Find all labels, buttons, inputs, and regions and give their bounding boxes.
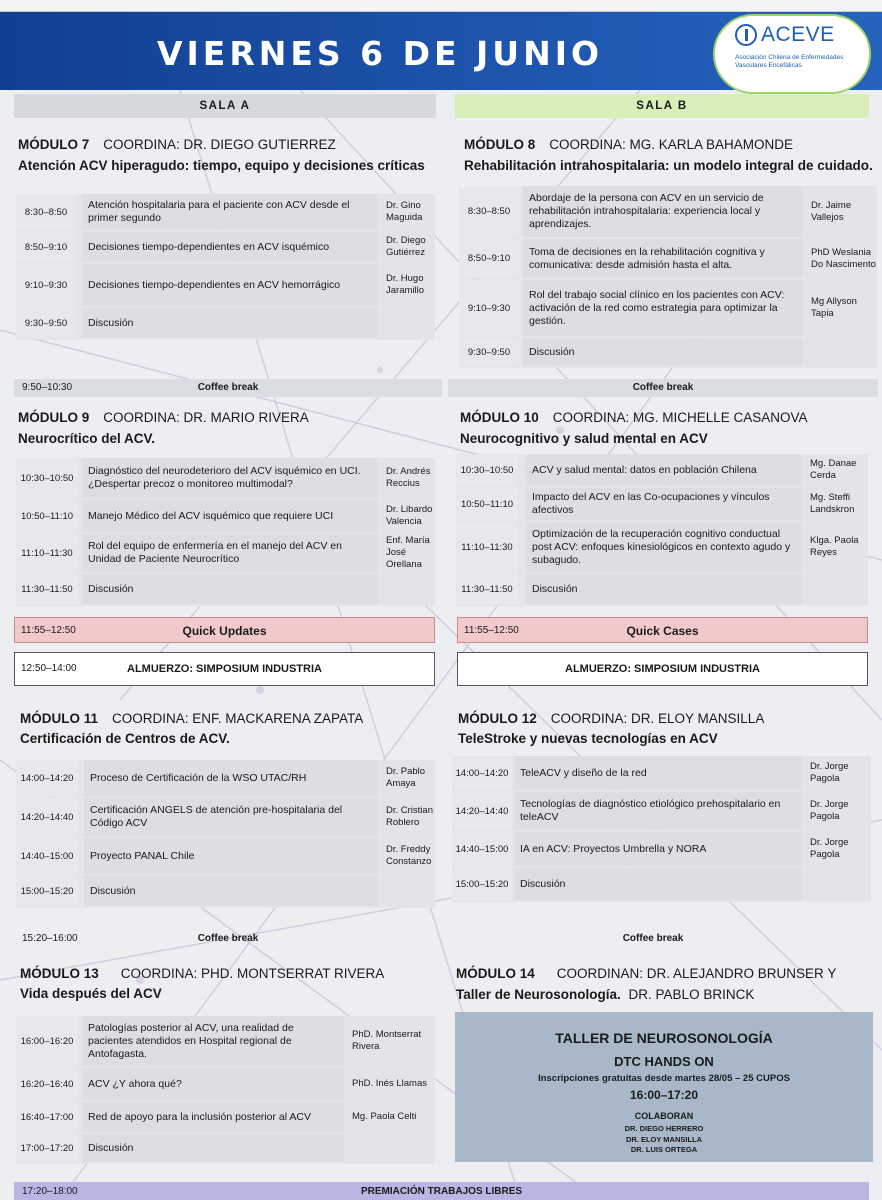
session-topic: Certificación ANGELS de atención pre-hospitalaria del Código ACV bbox=[84, 798, 378, 836]
session-time: 8:50–9:10 bbox=[16, 232, 76, 262]
module-coordinator: COORDINA: MG. KARLA BAHAMONDE bbox=[549, 137, 794, 152]
module-coordinator: COORDINA: DR. MARIO RIVERA bbox=[103, 410, 309, 425]
table-row bbox=[16, 308, 435, 340]
module-coordinator: COORDINAN: DR. ALEJANDRO BRUNSER Y bbox=[556, 966, 837, 981]
module-7-table bbox=[16, 194, 435, 340]
session-topic: Discusión bbox=[514, 868, 802, 900]
lunch-time: 12:50–14:00 bbox=[21, 663, 77, 674]
session-topic: Discusión bbox=[82, 308, 378, 338]
table-row bbox=[452, 756, 871, 792]
table-row bbox=[16, 1016, 435, 1068]
module-13-table bbox=[16, 1016, 435, 1164]
module-10-heading bbox=[460, 410, 808, 425]
session-time: 14:40–15:00 bbox=[16, 838, 78, 874]
lunch-label: ALMUERZO: SIMPOSIUM INDUSTRIA bbox=[565, 663, 760, 675]
logo-subtitle: Asociación Chilena de Enfermedades Vasculares Encefálicas bbox=[735, 54, 844, 69]
session-topic: TeleACV y diseño de la red bbox=[514, 756, 802, 790]
session-speaker bbox=[804, 574, 868, 604]
table-row bbox=[456, 574, 868, 606]
table-row bbox=[452, 792, 871, 832]
session-time: 17:00–17:20 bbox=[16, 1134, 78, 1162]
session-topic: Tecnologías de diagnóstico etiológico prehospitalario en teleACV bbox=[514, 792, 802, 830]
session-speaker bbox=[805, 338, 877, 366]
module-14-title-text: Taller de Neurosonología. bbox=[456, 987, 621, 1002]
session-time: 10:30–10:50 bbox=[456, 454, 518, 486]
module-9-table bbox=[16, 458, 435, 606]
session-topic: Patologías posterior al ACV, una realidad de pacientes atendidos en Hospital regional de Antofagasta. bbox=[82, 1016, 344, 1066]
module-number: MÓDULO 11 bbox=[20, 711, 99, 726]
session-speaker: Dr. Andrés Reccius bbox=[380, 458, 435, 498]
coffee-break-a bbox=[14, 379, 442, 397]
session-speaker bbox=[380, 876, 435, 906]
session-time: 14:20–14:40 bbox=[452, 792, 512, 830]
lunch-bar-a bbox=[14, 652, 435, 686]
table-row bbox=[456, 522, 868, 574]
session-topic: Manejo Médico del ACV isquémico que requiere UCI bbox=[82, 500, 378, 532]
table-row bbox=[456, 454, 868, 488]
module-number: MÓDULO 10 bbox=[460, 410, 539, 425]
module-10-title: Neurocognitivo y salud mental en ACV bbox=[460, 431, 708, 446]
session-speaker: Dr. Cristian Roblero bbox=[380, 798, 435, 836]
session-topic: Rol del trabajo social clínico en los pacientes con ACV: activación de la red como estrategia para optimizar la gestión. bbox=[523, 280, 803, 336]
session-time: 14:20–14:40 bbox=[16, 798, 78, 836]
table-row bbox=[16, 574, 435, 606]
sala-a-header: SALA A bbox=[14, 94, 436, 118]
session-topic: Discusión bbox=[523, 338, 803, 366]
session-time: 14:00–14:20 bbox=[452, 756, 512, 790]
session-topic: Impacto del ACV en las Co-ocupaciones y vínculos afectivos bbox=[526, 488, 802, 520]
coffee-break-b bbox=[448, 379, 878, 397]
session-topic: Toma de decisiones en la rehabilitación cognitiva y comunicativa: desde admisión hasta el alta. bbox=[523, 239, 803, 278]
session-speaker: Mg. Danae Cerda bbox=[804, 454, 868, 486]
module-14-title-extra: DR. PABLO BRINCK bbox=[628, 987, 755, 1002]
module-coordinator: COORDINA: DR. DIEGO GUTIERREZ bbox=[103, 137, 336, 152]
session-speaker: Enf. María José Orellana bbox=[380, 534, 435, 572]
session-speaker: Klga. Paola Reyes bbox=[804, 522, 868, 572]
session-speaker: Mg. Paola Celti bbox=[346, 1102, 435, 1132]
session-speaker: Dr. Hugo Jaramillo bbox=[380, 264, 435, 306]
session-topic: Proyecto PANAL Chile bbox=[84, 838, 378, 874]
collaborator: DR. ELOY MANSILLA bbox=[625, 1134, 703, 1144]
table-row bbox=[459, 280, 877, 338]
session-topic: Red de apoyo para la inclusión posterior al ACV bbox=[82, 1102, 344, 1132]
module-number: MÓDULO 7 bbox=[18, 137, 90, 152]
award-label: PREMIACIÓN TRABAJOS LIBRES bbox=[360, 1186, 523, 1197]
module-number: MÓDULO 13 bbox=[20, 966, 99, 981]
session-speaker: Dr. Pablo Amaya bbox=[380, 760, 435, 796]
module-coordinator: COORDINA: PHD. MONTSERRAT RIVERA bbox=[120, 966, 385, 981]
neurosonology-workshop-box bbox=[455, 1012, 873, 1162]
table-row bbox=[452, 832, 871, 868]
module-11-title: Certificación de Centros de ACV. bbox=[20, 731, 230, 746]
top-strip bbox=[0, 0, 882, 12]
table-row bbox=[16, 876, 435, 908]
workshop-signup: Inscripciones gratuitas desde martes 28/05 – 25 CUPOS bbox=[538, 1073, 790, 1084]
table-row bbox=[16, 534, 435, 574]
table-row bbox=[16, 232, 435, 264]
session-speaker: Dr. Jaime Vallejos bbox=[805, 186, 877, 237]
break-label: Coffee break bbox=[197, 382, 259, 393]
break-time: 15:20–16:00 bbox=[22, 933, 78, 944]
session-speaker bbox=[804, 868, 871, 900]
session-time: 9:30–9:50 bbox=[16, 308, 76, 338]
session-time: 11:10–11:30 bbox=[456, 522, 518, 572]
collaborator: DR. DIEGO HERRERO bbox=[624, 1124, 704, 1133]
module-13-heading bbox=[20, 966, 384, 981]
module-12-table bbox=[452, 756, 871, 902]
module-coordinator: COORDINA: MG. MICHELLE CASANOVA bbox=[552, 410, 808, 425]
session-time: 16:00–16:20 bbox=[16, 1016, 78, 1066]
aceve-logo bbox=[713, 14, 871, 94]
session-topic: Atención hospitalaria para el paciente con ACV desde el primer segundo bbox=[82, 194, 378, 230]
session-time: 9:10–9:30 bbox=[16, 264, 76, 306]
table-row bbox=[459, 186, 877, 239]
quick-label: Quick Updates bbox=[182, 624, 267, 638]
module-11-heading bbox=[20, 711, 363, 726]
module-8-title: Rehabilitación intrahospitalaria: un modelo integral de cuidado. bbox=[464, 158, 873, 173]
session-speaker bbox=[346, 1134, 435, 1162]
table-row bbox=[459, 338, 877, 368]
session-speaker bbox=[380, 308, 435, 338]
session-topic: Abordaje de la persona con ACV en un servicio de rehabilitación intrahospitalaria: experiencia local y aprendizajes. bbox=[523, 186, 803, 237]
module-7-heading bbox=[18, 137, 336, 152]
module-8-table bbox=[459, 186, 877, 368]
session-time: 14:00–14:20 bbox=[16, 760, 78, 796]
logo-name: ACEVE bbox=[761, 23, 835, 46]
session-speaker: Dr. Diego Gutiérrez bbox=[380, 232, 435, 262]
session-topic: Decisiones tiempo-dependientes en ACV hemorrágico bbox=[82, 264, 378, 306]
break-label: Coffee break bbox=[632, 382, 694, 393]
session-time: 11:30–11:50 bbox=[16, 574, 78, 604]
break-label: Coffee break bbox=[197, 933, 259, 944]
table-row bbox=[456, 488, 868, 522]
module-8-heading bbox=[464, 137, 793, 152]
workshop-title: TALLER DE NEUROSONOLOGÍA bbox=[555, 1030, 773, 1046]
module-14-title bbox=[456, 987, 754, 1002]
module-11-table bbox=[16, 760, 435, 908]
module-number: MÓDULO 14 bbox=[456, 966, 535, 981]
table-row bbox=[16, 1068, 435, 1102]
table-row bbox=[16, 1134, 435, 1164]
collaborator: DR. LUIS ORTEGA bbox=[630, 1145, 698, 1154]
workshop-time: 16:00–17:20 bbox=[629, 1088, 699, 1102]
header-banner bbox=[0, 12, 882, 90]
session-time: 16:40–17:00 bbox=[16, 1102, 78, 1132]
table-row bbox=[16, 1102, 435, 1134]
quick-time: 11:55–12:50 bbox=[21, 625, 76, 636]
session-time: 11:30–11:50 bbox=[456, 574, 518, 604]
module-7-title: Atención ACV hiperagudo: tiempo, equipo y decisiones críticas bbox=[18, 158, 425, 173]
table-row bbox=[16, 500, 435, 534]
module-10-table bbox=[456, 454, 868, 606]
module-12-heading bbox=[458, 711, 764, 726]
table-row bbox=[16, 264, 435, 308]
module-9-title: Neurocrítico del ACV. bbox=[18, 431, 156, 446]
session-speaker: Dr. Jorge Pagola bbox=[804, 756, 871, 790]
break-label: Coffee break bbox=[622, 933, 684, 944]
module-number: MÓDULO 9 bbox=[18, 410, 90, 425]
session-speaker: Dr. Jorge Pagola bbox=[804, 792, 871, 830]
session-topic: ACV y salud mental: datos en población Chilena bbox=[526, 454, 802, 486]
quick-cases-bar bbox=[457, 617, 868, 643]
session-time: 9:30–9:50 bbox=[459, 338, 519, 366]
session-topic: ACV ¿Y ahora qué? bbox=[82, 1068, 344, 1100]
session-speaker: PhD. Inés Llamas bbox=[346, 1068, 435, 1100]
session-time: 10:50–11:10 bbox=[456, 488, 518, 520]
module-number: MÓDULO 8 bbox=[464, 137, 536, 152]
session-time: 8:30–8:50 bbox=[16, 194, 76, 230]
session-speaker: PhD. Montserrat Rivera bbox=[346, 1016, 435, 1066]
break-time: 9:50–10:30 bbox=[22, 382, 73, 393]
session-time: 10:30–10:50 bbox=[16, 458, 78, 498]
quick-updates-bar bbox=[14, 617, 435, 643]
session-topic: Decisiones tiempo-dependientes en ACV isquémico bbox=[82, 232, 378, 262]
session-speaker: PhD Weslania Do Nascimento bbox=[805, 239, 877, 278]
session-speaker: Mg. Steffi Landskron bbox=[804, 488, 868, 520]
workshop-collab-label: COLABORAN bbox=[634, 1111, 694, 1121]
session-topic: Optimización de la recuperación cognitivo conductual post ACV: enfoques kinesiológicos en contexto agudo y subagudo. bbox=[526, 522, 802, 572]
table-row bbox=[16, 798, 435, 838]
module-13-title: Vida después del ACV bbox=[20, 986, 162, 1001]
session-topic: Diagnóstico del neurodeterioro del ACV isquémico en UCI. ¿Despertar precoz o monitoreo multimodal? bbox=[82, 458, 378, 498]
session-topic: IA en ACV: Proyectos Umbrella y NORA bbox=[514, 832, 802, 866]
award-time: 17:20–18:00 bbox=[22, 1186, 78, 1197]
coffee-break-a-2 bbox=[14, 930, 442, 948]
lunch-bar-b bbox=[457, 652, 868, 686]
session-topic: Discusión bbox=[526, 574, 802, 604]
session-time: 11:10–11:30 bbox=[16, 534, 78, 572]
session-topic: Discusión bbox=[84, 876, 378, 906]
workshop-subtitle: DTC HANDS ON bbox=[614, 1054, 714, 1069]
module-coordinator: COORDINA: ENF. MACKARENA ZAPATA bbox=[112, 711, 364, 726]
table-row bbox=[452, 868, 871, 902]
session-time: 15:00–15:20 bbox=[452, 868, 512, 900]
logo-mark-icon bbox=[735, 24, 757, 46]
session-topic: Discusión bbox=[82, 1134, 344, 1162]
table-row bbox=[16, 760, 435, 798]
module-9-heading bbox=[18, 410, 309, 425]
module-coordinator: COORDINA: DR. ELOY MANSILLA bbox=[550, 711, 765, 726]
table-row bbox=[16, 458, 435, 500]
session-speaker bbox=[380, 574, 435, 604]
module-14-heading bbox=[456, 966, 836, 981]
session-topic: Proceso de Certificación de la WSO UTAC/RH bbox=[84, 760, 378, 796]
session-time: 16:20–16:40 bbox=[16, 1068, 78, 1100]
session-time: 8:30–8:50 bbox=[459, 186, 519, 237]
table-row bbox=[16, 838, 435, 876]
session-time: 14:40–15:00 bbox=[452, 832, 512, 866]
session-speaker: Dr. Libardo Valencia bbox=[380, 500, 435, 532]
session-time: 15:00–15:20 bbox=[16, 876, 78, 906]
quick-time: 11:55–12:50 bbox=[464, 625, 519, 636]
table-row bbox=[459, 239, 877, 280]
session-time: 9:10–9:30 bbox=[459, 280, 519, 336]
sala-b-header: SALA B bbox=[455, 94, 869, 118]
page-title: VIERNES 6 DE JUNIO bbox=[156, 34, 604, 73]
module-12-title: TeleStroke y nuevas tecnologías en ACV bbox=[458, 731, 718, 746]
table-row bbox=[16, 194, 435, 232]
quick-label: Quick Cases bbox=[626, 624, 699, 638]
session-topic: Rol del equipo de enfermería en el manejo del ACV en Unidad de Paciente Neurocrítico bbox=[82, 534, 378, 572]
session-speaker: Dr. Jorge Pagola bbox=[804, 832, 871, 866]
session-speaker: Dr. Freddy Constanzo bbox=[380, 838, 435, 874]
coffee-break-b-2 bbox=[448, 930, 858, 948]
session-speaker: Mg Allyson Tapia bbox=[805, 280, 877, 336]
workshop-collaborators bbox=[455, 1124, 873, 1156]
award-bar bbox=[14, 1182, 869, 1200]
session-time: 10:50–11:10 bbox=[16, 500, 78, 532]
module-number: MÓDULO 12 bbox=[458, 711, 537, 726]
session-time: 8:50–9:10 bbox=[459, 239, 519, 278]
session-speaker: Dr. Gino Maguida bbox=[380, 194, 435, 230]
lunch-label: ALMUERZO: SIMPOSIUM INDUSTRIA bbox=[127, 663, 322, 675]
session-topic: Discusión bbox=[82, 574, 378, 604]
